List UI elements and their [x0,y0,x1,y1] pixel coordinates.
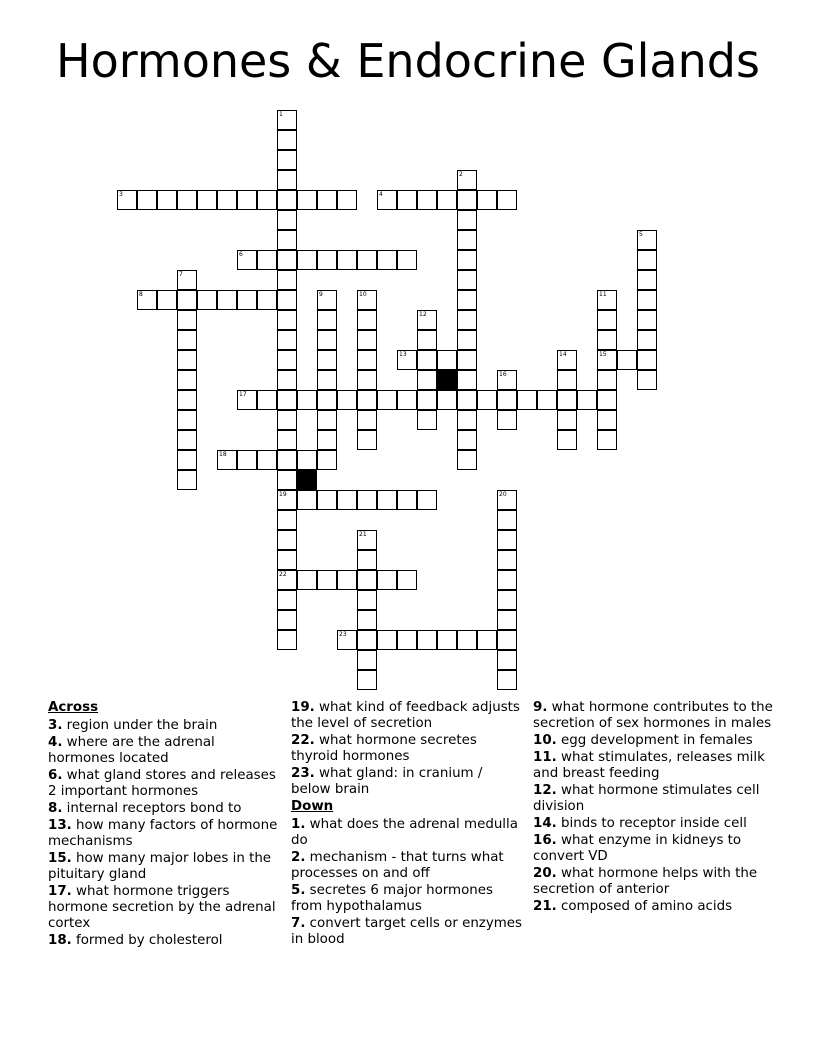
clue-text: what hormone helps with the secretion of anterior [533,866,758,897]
grid-cell[interactable] [297,390,317,410]
grid-cell[interactable] [277,550,297,570]
grid-cell[interactable] [317,350,337,370]
grid-cell[interactable] [257,190,277,210]
clue-number: 13 [399,351,407,358]
clue-number: 16 [499,371,507,378]
clue-number-label: 3. [48,718,63,733]
clue-number-label: 12. [533,783,557,798]
grid-cell[interactable] [277,530,297,550]
grid-cell[interactable] [177,290,197,310]
clue-number: 14 [559,351,567,358]
grid-cell[interactable] [497,490,517,510]
clue-number-label: 6. [48,768,63,783]
clue-text: what stimulates, releases milk and breast feeding [533,750,765,781]
grid-cell[interactable] [297,570,317,590]
grid-cell[interactable] [277,470,297,490]
clue [291,916,526,948]
grid-cell[interactable] [597,390,617,410]
grid-cell[interactable] [277,150,297,170]
grid-cell[interactable] [277,430,297,450]
grid-cell[interactable] [317,290,337,310]
grid-cell[interactable] [457,430,477,450]
clue-number: 1 [279,111,283,118]
grid-cell[interactable] [137,190,157,210]
grid-cell[interactable] [457,370,477,390]
grid-cell[interactable] [177,430,197,450]
grid-cell[interactable] [457,250,477,270]
clue [48,718,283,734]
grid-cell[interactable] [417,630,437,650]
grid-cell[interactable] [497,550,517,570]
grid-cell[interactable] [177,350,197,370]
grid-cell[interactable] [357,390,377,410]
grid-cell[interactable] [237,390,257,410]
grid-cell[interactable] [317,190,337,210]
clue-number: 8 [139,291,143,298]
grid-cell[interactable] [177,330,197,350]
clue-number-label: 14. [533,816,557,831]
grid-cell[interactable] [637,330,657,350]
grid-cell[interactable] [637,350,657,370]
grid-cell[interactable] [357,490,377,510]
grid-cell[interactable] [317,570,337,590]
grid-cell[interactable] [357,290,377,310]
grid-cell[interactable] [277,290,297,310]
clue [48,735,283,767]
grid-cell[interactable] [377,390,397,410]
grid-cell[interactable] [377,190,397,210]
grid-cell[interactable] [177,410,197,430]
clue-number: 23 [339,631,347,638]
grid-cell[interactable] [497,670,517,690]
clue-number-label: 7. [291,916,306,931]
grid-cell[interactable] [197,190,217,210]
grid-cell[interactable] [357,250,377,270]
grid-cell[interactable] [457,190,477,210]
clue-text: formed by cholesterol [71,933,223,948]
grid-cell[interactable] [457,310,477,330]
grid-cell[interactable] [297,250,317,270]
grid-cell[interactable] [637,250,657,270]
clue [533,750,778,782]
grid-cell[interactable] [197,290,217,310]
grid-cell[interactable] [297,190,317,210]
grid-cell[interactable] [257,250,277,270]
grid-cell[interactable] [597,290,617,310]
grid-cell[interactable] [317,390,337,410]
clue-number: 4 [379,191,383,198]
clue-text: convert target cells or enzymes in blood [291,916,523,947]
grid-cell[interactable] [497,570,517,590]
clue [48,801,283,817]
grid-cell[interactable] [637,370,657,390]
grid-cell[interactable] [497,610,517,630]
clue-number: 3 [119,191,123,198]
clue-number: 15 [599,351,607,358]
grid-cell[interactable] [277,390,297,410]
grid-cell[interactable] [277,130,297,150]
clue-number-label: 22. [291,733,315,748]
grid-cell[interactable] [277,570,297,590]
grid-cell[interactable] [417,190,437,210]
grid-cell[interactable] [397,570,417,590]
clue-number: 9 [319,291,323,298]
clue-number-label: 1. [291,817,306,832]
clue [48,933,283,949]
grid-cell[interactable] [417,410,437,430]
clue-number-label: 5. [291,883,306,898]
clue-header-down: Down [291,799,334,814]
clue-text: composed of amino acids [556,899,733,914]
clue-number-label: 21. [533,899,557,914]
grid-cell[interactable] [397,490,417,510]
clue-text: internal receptors bond to [62,801,242,816]
grid-cell[interactable] [277,210,297,230]
grid-cell[interactable] [257,290,277,310]
grid-cell[interactable] [537,390,557,410]
grid-cell[interactable] [497,370,517,390]
clue-text: what hormone triggers hormone secretion by the adrenal cortex [48,884,276,931]
grid-cell[interactable] [457,330,477,350]
grid-cell[interactable] [477,630,497,650]
grid-cell[interactable] [597,370,617,390]
grid-cell[interactable] [237,290,257,310]
clue-number-label: 15. [48,851,72,866]
grid-cell[interactable] [357,670,377,690]
grid-cell[interactable] [277,630,297,650]
clue-text: what enzyme in kidneys to convert VD [533,833,742,864]
grid-cell[interactable] [277,270,297,290]
grid-cell[interactable] [277,350,297,370]
grid-cell[interactable] [497,190,517,210]
clue [48,884,283,932]
grid-cell[interactable] [637,290,657,310]
grid-cell[interactable] [177,310,197,330]
clue-number: 18 [219,451,227,458]
clue-number: 22 [279,571,287,578]
grid-cell[interactable] [277,170,297,190]
grid-cell[interactable] [317,490,337,510]
grid-cell[interactable] [177,190,197,210]
clue-number-label: 17. [48,884,72,899]
grid-cell[interactable] [357,310,377,330]
grid-cell[interactable] [237,250,257,270]
grid-cell[interactable] [357,410,377,430]
grid-cell[interactable] [277,510,297,530]
clue-number-label: 19. [291,700,315,715]
grid-cell[interactable] [277,370,297,390]
clue-text: how many factors of hormone mechanisms [48,818,278,849]
grid-cell[interactable] [397,250,417,270]
grid-cell[interactable] [217,290,237,310]
grid-cell[interactable] [157,290,177,310]
grid-cell[interactable] [337,570,357,590]
grid-cell[interactable] [277,110,297,130]
grid-cell[interactable] [497,650,517,670]
grid-cell[interactable] [597,350,617,370]
clue-number-label: 4. [48,735,63,750]
grid-cell[interactable] [337,490,357,510]
clue [533,816,778,832]
grid-cell[interactable] [357,570,377,590]
grid-cell[interactable] [337,630,357,650]
clue [533,700,778,732]
grid-cell[interactable] [337,190,357,210]
clue [533,899,778,915]
grid-cell[interactable] [277,230,297,250]
grid-cell[interactable] [357,590,377,610]
grid-cell[interactable] [497,390,517,410]
grid-cell[interactable] [177,470,197,490]
clue [533,733,778,749]
grid-cell[interactable] [377,570,397,590]
grid-cell[interactable] [377,490,397,510]
grid-cell[interactable] [357,330,377,350]
clue-text: mechanism - that turns what processes on and off [291,850,504,881]
clue-number-label: 8. [48,801,63,816]
grid-cell[interactable] [457,630,477,650]
clue-number: 12 [419,311,427,318]
clue [291,817,526,849]
clue [533,833,778,865]
grid-cell[interactable] [397,390,417,410]
grid-cell[interactable] [417,490,437,510]
grid-cell[interactable] [457,230,477,250]
black-square [437,370,457,390]
grid-cell[interactable] [277,310,297,330]
clue-text: what gland stores and releases 2 important hormones [48,768,276,799]
grid-cell[interactable] [457,270,477,290]
grid-cell[interactable] [157,190,177,210]
grid-cell[interactable] [397,630,417,650]
grid-cell[interactable] [357,350,377,370]
clue [291,850,526,882]
clue [48,818,283,850]
clue-text: where are the adrenal hormones located [48,735,215,766]
grid-cell[interactable] [397,350,417,370]
grid-cell[interactable] [277,330,297,350]
clue-number-label: 13. [48,818,72,833]
grid-cell[interactable] [317,250,337,270]
grid-cell[interactable] [557,370,577,390]
grid-cell[interactable] [177,270,197,290]
clue [291,883,526,915]
grid-cell[interactable] [277,410,297,430]
clue-number: 19 [279,491,287,498]
clue-text: what gland: in cranium / below brain [291,766,483,797]
grid-cell[interactable] [557,410,577,430]
clue-number: 2 [459,171,463,178]
grid-cell[interactable] [357,430,377,450]
grid-cell[interactable] [417,350,437,370]
grid-cell[interactable] [177,390,197,410]
grid-cell[interactable] [497,410,517,430]
grid-cell[interactable] [457,210,477,230]
grid-cell[interactable] [437,630,457,650]
grid-cell[interactable] [417,330,437,350]
clue-header-across: Across [48,700,99,715]
grid-cell[interactable] [317,310,337,330]
grid-cell[interactable] [417,370,437,390]
clue [48,768,283,800]
grid-cell[interactable] [637,270,657,290]
clue-number-label: 23. [291,766,315,781]
grid-cell[interactable] [237,190,257,210]
grid-cell[interactable] [397,190,417,210]
grid-cell[interactable] [597,310,617,330]
grid-cell[interactable] [117,190,137,210]
clue-text: binds to receptor inside cell [556,816,747,831]
grid-cell[interactable] [497,530,517,550]
grid-cell[interactable] [457,410,477,430]
grid-cell[interactable] [637,230,657,250]
clue-number: 6 [239,251,243,258]
black-square [297,470,317,490]
grid-cell[interactable] [177,450,197,470]
grid-cell[interactable] [497,510,517,530]
grid-cell[interactable] [277,250,297,270]
grid-cell[interactable] [317,450,337,470]
grid-cell[interactable] [317,370,337,390]
clue-number-label: 10. [533,733,557,748]
clue-number-label: 18. [48,933,72,948]
clue [291,733,526,765]
clue-text: egg development in females [556,733,753,748]
clues-column-2 [291,700,526,949]
grid-cell[interactable] [217,450,237,470]
grid-cell[interactable] [277,610,297,630]
grid-cell[interactable] [557,350,577,370]
clue-number-label: 11. [533,750,557,765]
clue-text: how many major lobes in the pituitary gland [48,851,272,882]
grid-cell[interactable] [497,630,517,650]
grid-cell[interactable] [477,190,497,210]
grid-cell[interactable] [377,630,397,650]
grid-cell[interactable] [497,590,517,610]
grid-cell[interactable] [277,590,297,610]
clues-column-1 [48,700,283,950]
grid-cell[interactable] [297,450,317,470]
clue [291,766,526,798]
grid-cell[interactable] [237,450,257,470]
grid-cell[interactable] [257,450,277,470]
clue-number-label: 9. [533,700,548,715]
grid-cell[interactable] [357,630,377,650]
grid-cell[interactable] [357,370,377,390]
grid-cell[interactable] [517,390,537,410]
clue-text: region under the brain [62,718,218,733]
clue-number: 11 [599,291,607,298]
grid-cell[interactable] [217,190,237,210]
grid-cell[interactable] [357,530,377,550]
grid-cell[interactable] [417,390,437,410]
grid-cell[interactable] [337,390,357,410]
grid-cell[interactable] [597,330,617,350]
grid-cell[interactable] [377,250,397,270]
clue [48,851,283,883]
grid-cell[interactable] [437,390,457,410]
clue [533,783,778,815]
grid-cell[interactable] [277,190,297,210]
grid-cell[interactable] [457,450,477,470]
grid-cell[interactable] [617,350,637,370]
grid-cell[interactable] [177,370,197,390]
clue [291,700,526,732]
clue-number: 7 [179,271,183,278]
grid-cell[interactable] [137,290,157,310]
grid-cell[interactable] [337,250,357,270]
grid-cell[interactable] [437,350,457,370]
clue-number: 17 [239,391,247,398]
grid-cell[interactable] [437,190,457,210]
grid-cell[interactable] [357,610,377,630]
grid-cell[interactable] [297,490,317,510]
clue-number-label: 16. [533,833,557,848]
clue-number: 5 [639,231,643,238]
grid-cell[interactable] [557,430,577,450]
grid-cell[interactable] [417,310,437,330]
grid-cell[interactable] [277,490,297,510]
grid-cell[interactable] [457,350,477,370]
clue-number: 20 [499,491,507,498]
grid-cell[interactable] [597,410,617,430]
clue-text: what hormone stimulates cell division [533,783,760,814]
grid-cell[interactable] [457,290,477,310]
clue-number: 10 [359,291,367,298]
clue-text: what hormone secretes thyroid hormones [291,733,477,764]
grid-cell[interactable] [477,390,497,410]
clues-column-3 [533,700,778,916]
grid-cell[interactable] [357,550,377,570]
grid-cell[interactable] [317,430,337,450]
clue-text: what kind of feedback adjusts the level of secretion [291,700,520,731]
clue-text: secretes 6 major hormones from hypothalamus [291,883,493,914]
clue-text: what does the adrenal medulla do [291,817,518,848]
grid-cell[interactable] [317,330,337,350]
clue-text: what hormone contributes to the secretion of sex hormones in males [533,700,773,731]
grid-cell[interactable] [317,410,337,430]
grid-cell[interactable] [457,390,477,410]
page-title: Hormones & Endocrine Glands [56,34,760,88]
clue [533,866,778,898]
grid-cell[interactable] [577,390,597,410]
clue-number-label: 20. [533,866,557,881]
grid-cell[interactable] [457,170,477,190]
clue-number-label: 2. [291,850,306,865]
grid-cell[interactable] [257,390,277,410]
grid-cell[interactable] [277,450,297,470]
grid-cell[interactable] [597,430,617,450]
grid-cell[interactable] [637,310,657,330]
grid-cell[interactable] [357,650,377,670]
clue-number: 21 [359,531,367,538]
grid-cell[interactable] [557,390,577,410]
